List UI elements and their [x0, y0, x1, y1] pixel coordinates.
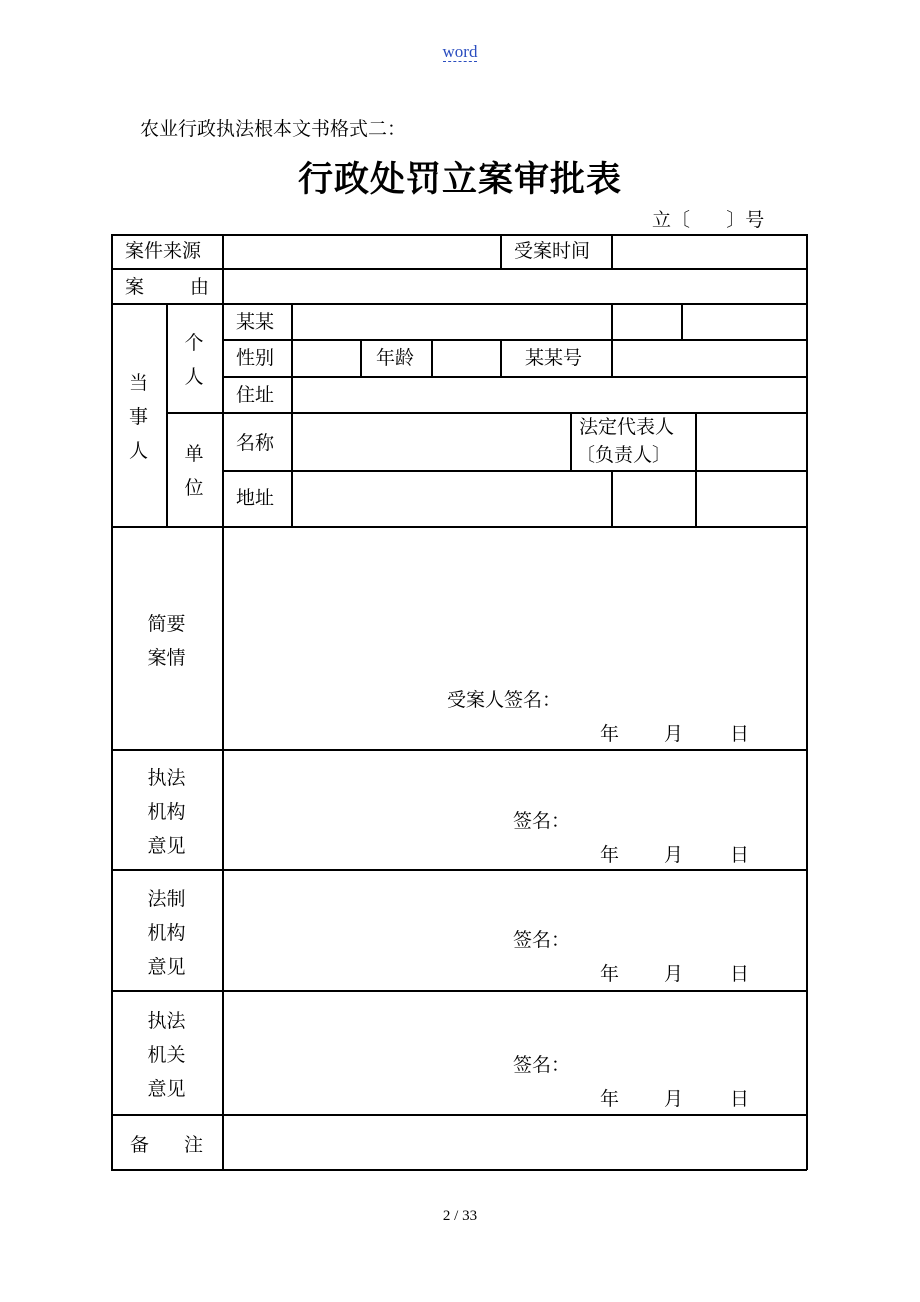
- authority-opinion-label-line: 机关: [147, 1044, 186, 1066]
- sign-label: 签名：: [513, 929, 571, 951]
- name-label: 某某: [236, 311, 275, 333]
- individual-label-char: 个: [184, 332, 204, 354]
- party-label-char: 当: [128, 372, 148, 394]
- address-field[interactable]: [293, 378, 806, 412]
- legal-opinion-field[interactable]: [224, 871, 806, 929]
- column-divider: [360, 339, 362, 377]
- brief-case-label: [111, 607, 222, 675]
- unit-label: [166, 437, 222, 505]
- party-label-char: 事: [128, 406, 148, 428]
- page-number: 2 / 33: [442, 1208, 478, 1224]
- authority-opinion-field[interactable]: [224, 992, 806, 1052]
- date-day: 日: [730, 963, 750, 985]
- column-divider: [500, 234, 502, 269]
- authority-opinion-label: [111, 1004, 222, 1106]
- legal-opinion-label-line: 机构: [147, 922, 186, 944]
- table-border-bottom: [111, 1169, 807, 1171]
- gender-field[interactable]: [293, 341, 360, 376]
- party-label: [111, 366, 166, 468]
- legal-opinion-label: [111, 882, 222, 984]
- date-year: 年: [600, 723, 620, 745]
- age-field[interactable]: [433, 341, 500, 376]
- enforcement-opinion-label-line: 机构: [147, 801, 186, 823]
- date-day: 日: [730, 723, 750, 745]
- party-label-char: 人: [128, 440, 148, 462]
- page-title: 行政处罚立案审批表: [297, 160, 622, 200]
- brief-case-label-line: 简要: [147, 613, 186, 635]
- blank-cell[interactable]: [683, 305, 806, 339]
- remarks-label-b: 注: [184, 1134, 204, 1156]
- table-border-right: [806, 234, 808, 1170]
- legal-rep-label: 法定代表人: [579, 416, 675, 438]
- word-link[interactable]: [0, 42, 920, 62]
- date-year: 年: [600, 844, 620, 866]
- case-cause-label-b: 由: [190, 276, 210, 298]
- filing-time-field[interactable]: [613, 236, 806, 268]
- date-day: 日: [730, 1088, 750, 1110]
- individual-label-char: 人: [184, 366, 204, 388]
- column-divider: [500, 339, 502, 377]
- name-field[interactable]: [293, 305, 611, 339]
- date-month: 月: [664, 723, 684, 745]
- date-month: 月: [664, 1088, 684, 1110]
- word-link-text[interactable]: word: [442, 42, 478, 61]
- unit-name-label: 名称: [236, 432, 275, 454]
- sign-label: 签名：: [513, 1054, 571, 1076]
- blank-cell[interactable]: [613, 472, 695, 526]
- date-year: 年: [600, 1088, 620, 1110]
- sign-label: 签名：: [513, 810, 571, 832]
- date-year: 年: [600, 963, 620, 985]
- unit-address-label: 地址: [236, 487, 275, 509]
- id-number-field[interactable]: [613, 341, 806, 376]
- id-number-label: 某某号: [525, 347, 583, 369]
- enforcement-opinion-label-line: 意见: [147, 835, 186, 857]
- legal-opinion-label-line: 意见: [147, 956, 186, 978]
- legal-opinion-label-line: 法制: [147, 888, 186, 910]
- age-label: 年龄: [376, 347, 415, 369]
- legal-rep-label-line2: 〔负责人〕: [576, 444, 672, 466]
- address-label: 住址: [236, 384, 275, 406]
- legal-rep-field[interactable]: [697, 414, 806, 470]
- unit-label-char: 位: [184, 477, 204, 499]
- filing-time-label: 受案时间: [514, 240, 591, 262]
- enforcement-opinion-label-line: 执法: [147, 767, 186, 789]
- unit-name-field[interactable]: [293, 414, 570, 470]
- authority-opinion-label-line: 执法: [147, 1010, 186, 1032]
- remarks-label-a: 备: [130, 1134, 150, 1156]
- case-cause-field[interactable]: [224, 270, 806, 303]
- case-number: 立〔 〕号: [652, 209, 765, 231]
- brief-case-label-line: 案情: [147, 647, 186, 669]
- date-month: 月: [664, 844, 684, 866]
- blank-cell[interactable]: [697, 472, 806, 526]
- gender-label: 性别: [236, 347, 275, 369]
- case-source-label: 案件来源: [125, 240, 202, 262]
- authority-opinion-label-line: 意见: [147, 1078, 186, 1100]
- document-subtitle: 农业行政执法根本文书格式二：: [140, 118, 407, 140]
- column-divider: [570, 412, 572, 471]
- receiver-sign-label: 受案人签名：: [447, 689, 562, 711]
- enforcement-opinion-field[interactable]: [224, 751, 806, 811]
- enforcement-opinion-label: [111, 761, 222, 863]
- remarks-field[interactable]: [224, 1116, 806, 1169]
- unit-label-char: 单: [184, 443, 204, 465]
- blank-cell[interactable]: [613, 305, 681, 339]
- case-source-field[interactable]: [224, 236, 500, 268]
- case-cause-label-a: 案: [125, 276, 145, 298]
- individual-label: [166, 326, 222, 394]
- brief-case-field[interactable]: [224, 528, 806, 678]
- date-month: 月: [664, 963, 684, 985]
- unit-address-field[interactable]: [293, 472, 611, 526]
- date-day: 日: [730, 844, 750, 866]
